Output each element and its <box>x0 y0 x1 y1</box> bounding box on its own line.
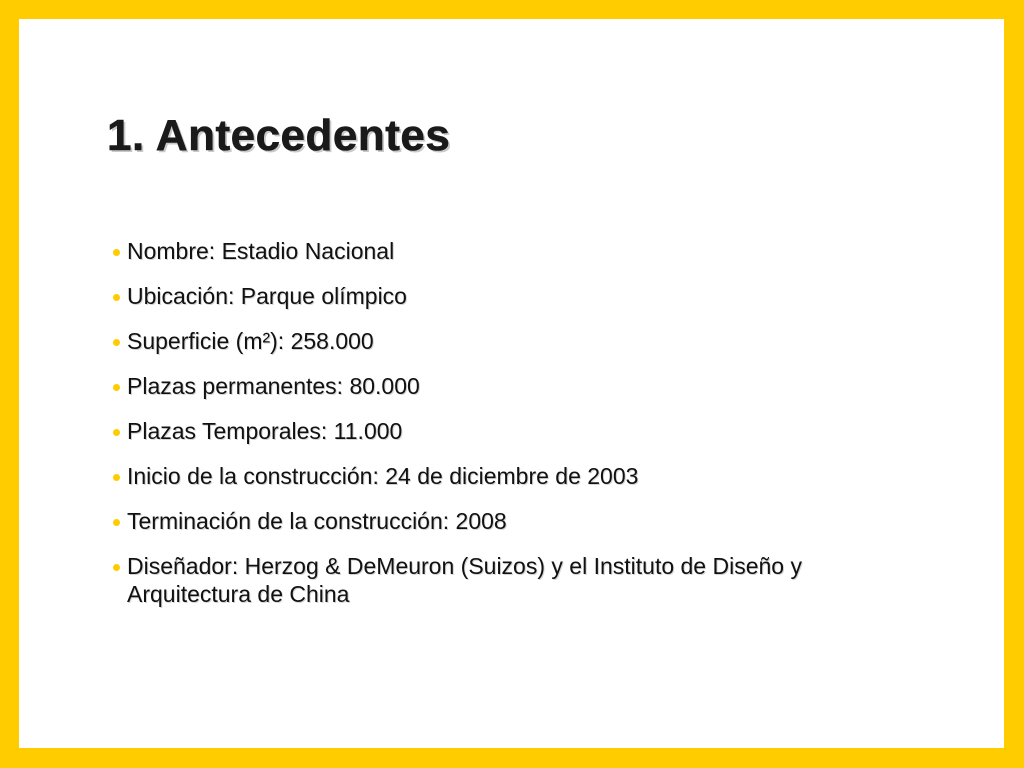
bullet-dot-icon <box>113 339 120 346</box>
bullet-dot-icon <box>113 519 120 526</box>
bullet-text: Superficie (m²): 258.000 <box>127 328 374 354</box>
slide-title: 1. Antecedentes <box>107 111 451 160</box>
bullet-text: Nombre: Estadio Nacional <box>127 238 395 264</box>
bullet-item <box>111 282 921 310</box>
bullet-dot-icon <box>113 384 120 391</box>
bullet-item <box>111 552 921 608</box>
bullet-text: Ubicación: Parque olímpico <box>127 283 407 309</box>
bullet-dot-icon <box>113 474 120 481</box>
bullet-item <box>111 507 921 535</box>
bullet-item <box>111 327 921 355</box>
bullet-item <box>111 417 921 445</box>
bullet-dot-icon <box>113 564 120 571</box>
slide <box>19 19 1004 748</box>
bullet-text: Inicio de la construcción: 24 de diciembre de 2003 <box>127 463 639 489</box>
bullet-item <box>111 237 921 265</box>
bullet-text: Plazas permanentes: 80.000 <box>127 373 420 399</box>
bullet-dot-icon <box>113 429 120 436</box>
bullet-item <box>111 462 921 490</box>
bullet-list <box>111 237 921 625</box>
bullet-item <box>111 372 921 400</box>
bullet-dot-icon <box>113 294 120 301</box>
bullet-text: Terminación de la construcción: 2008 <box>127 508 507 534</box>
bullet-text: Diseñador: Herzog & DeMeuron (Suizos) y el Instituto de Diseño y Arquitectura de China <box>127 553 802 607</box>
bullet-text: Plazas Temporales: 11.000 <box>127 418 403 444</box>
bullet-dot-icon <box>113 249 120 256</box>
